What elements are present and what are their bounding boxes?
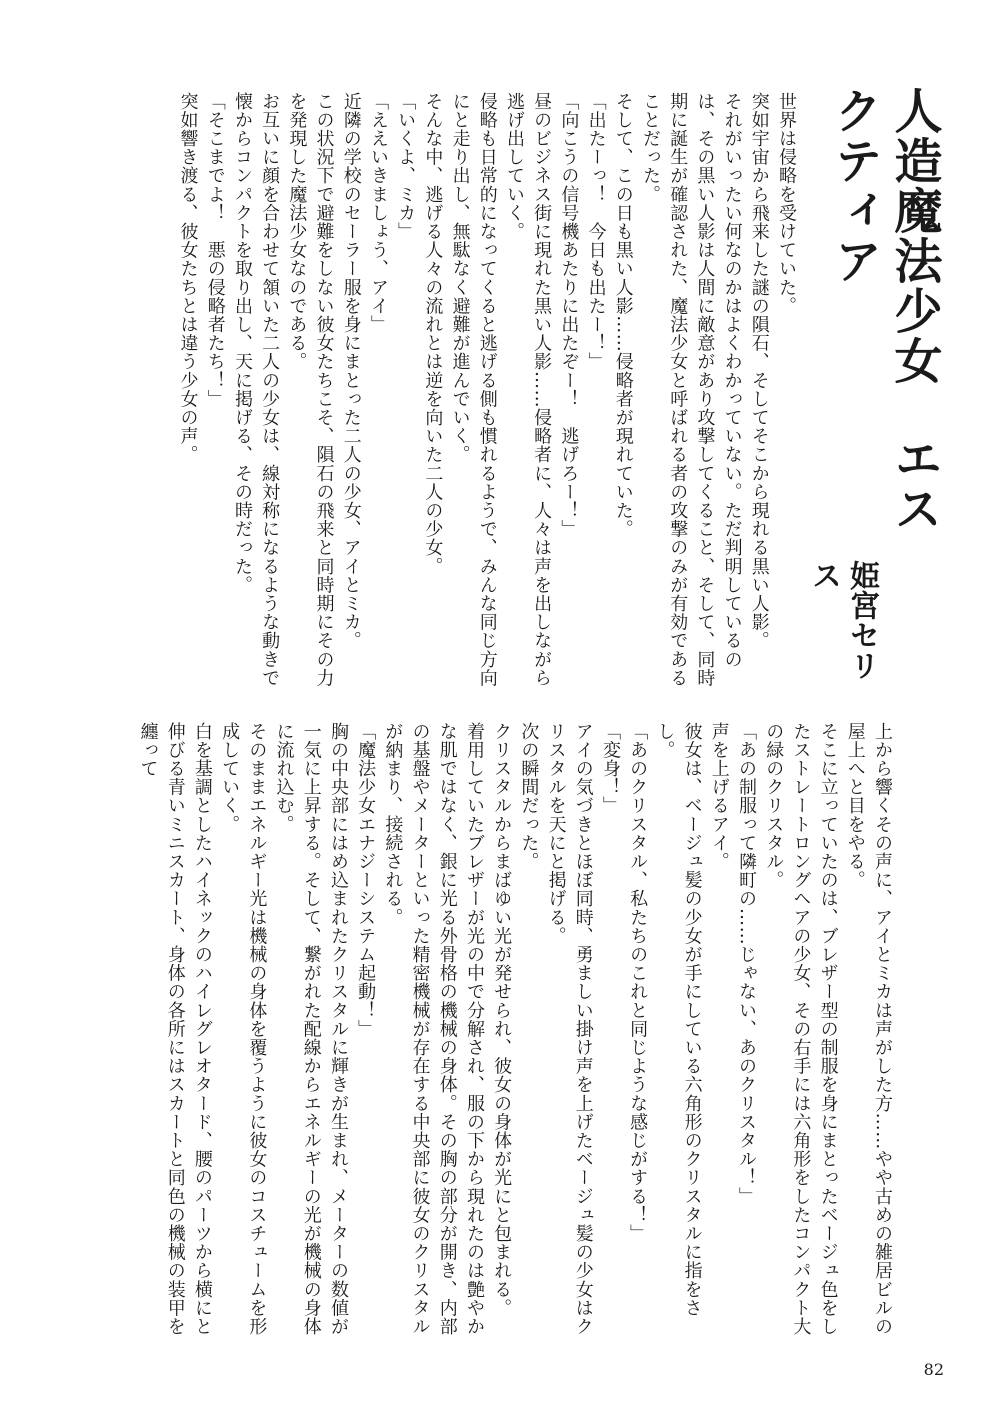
dialogue-line: 「いくよ、ミカ」 (395, 92, 417, 241)
dialogue-line: 「魔法少女エナジーシステム起動！」 (355, 722, 377, 1039)
paragraph: お互いに顔を合わせて頷いた二人の少女は、線対称になるような動きで懐からコンパクトを取り出し、天に掲げる、その時だった。 (231, 92, 281, 688)
paragraph: アイの気づきとほぼ同時、勇ましい掛け声を上げたベージュ髪の少女はクリスタルを天にと掲げる。 (545, 722, 594, 1336)
story-title-sub: エスクティア (826, 86, 942, 534)
paragraph: 近隣の学校のセーラー服を身にまとった二人の少女、アイとミカ。 (340, 92, 362, 650)
paragraph: 次の瞬間だった。 (518, 722, 540, 871)
paragraph: 突如響き渡る、彼女たちとは違う少女の声。 (177, 92, 199, 464)
paragraph: 着用していたブレザーが光の中で分解され、服の下から現れたのは艶やかな肌ではなく、銀に光る外骨格の機械の身体。その胸の部分が開き、内部の基盤やメーターといった精密機械が存在する中央部に彼女のクリスタルが納まり、接続される。 (382, 722, 485, 1336)
paragraph: 上から響くその声に、アイとミカは声がした方……やや古めの雑居ビルの屋上へと目をやる。 (844, 722, 893, 1336)
story-title-main: 人造魔法少女 (886, 86, 942, 386)
story-title (824, 86, 944, 556)
text-block-top (80, 92, 800, 692)
dialogue-line: 「あの制服って隣町の……じゃない、あのクリスタル！」 (735, 722, 757, 1206)
paragraph: クリスタルからまばゆい光が発せられ、彼女の身体が光にと包まれる。 (491, 722, 513, 1318)
dialogue-line: 「あのクリスタル、私たちのこれと同じような感じがする！」 (627, 722, 649, 1243)
dialogue-line: 「ええいきましょう、アイ」 (367, 92, 389, 334)
paragraph: 昼のビジネス街に現れた黒い人影……侵略者に、人々は声を出しながら逃げ出していく。 (503, 92, 553, 688)
paragraph: 声を上げるアイ。 (708, 722, 730, 871)
paragraph: 突如宇宙から飛来した謎の隕石、そしてそこから現れる黒い人影。 (748, 92, 770, 650)
author-name: 姫宮セリス (806, 560, 879, 680)
page-number: 82 (923, 1360, 944, 1379)
paragraph: そのままエネルギー光は機械の身体を覆うように彼女のコスチュームを形成していく。 (219, 722, 268, 1336)
paragraph: 彼女は、ベージュ髪の少女が手にしている六角形のクリスタルに指をさし。 (654, 722, 703, 1318)
text-block-bottom (76, 722, 896, 1342)
paragraph: そこに立っていたのは、ブレザー型の制服を身にまとったベージュ色をしたストレートロングヘアの少女、その右手には六角形をしたコンパクト大の緑のクリスタル。 (763, 722, 839, 1336)
paragraph: そして、この日も黒い人影……侵略者が現れていた。 (612, 92, 634, 539)
paragraph: 世界は侵略を受けていた。 (776, 92, 797, 316)
paragraph: そんな中、逃げる人々の流れとは逆を向いた二人の少女。 (422, 92, 444, 576)
dialogue-line: 「出たーっ！ 今日も出たー！」 (585, 92, 607, 371)
paragraph: 侵略も日常的になってくると逃げる側も慣れるようで、みんな同じ方向にと走り出し、無駄なく避難が進んでいく。 (449, 92, 498, 688)
dialogue-line: 「そこまでよ！ 悪の侵略者たち！」 (204, 92, 226, 409)
paragraph: 白を基調としたハイネックのハイレグレオタード、腰のパーツから横にと伸びる青いミニスカート、身体の各所にはスカートと同色の機械の装甲を纏って (137, 722, 213, 1336)
dialogue-line: 「向こうの信号機あたりに出たぞー！ 逃げろー！」 (558, 92, 580, 539)
dialogue-line: 「変身！」 (599, 722, 621, 815)
paragraph: それがいったい何なのかはよくわかっていない。ただ判明しているのは、その黒い人影は人間に敵意があり攻撃してくること、そして、同時期に誕生が確認された、魔法少女と呼ばれる者の攻撃のみが有効であることだった。 (639, 92, 743, 688)
paragraph: 胸の中央部にはめ込まれたクリスタルに輝きが生まれ、メーターの数値が一気に上昇する。そして、繋がれた配線からエネルギーの光が機械の身体に流れ込む。 (273, 722, 349, 1336)
paragraph: この状況下で避難をしない彼女たちこそ、隕石の飛来と同時期にその力を発現した魔法少女なのである。 (286, 92, 335, 688)
